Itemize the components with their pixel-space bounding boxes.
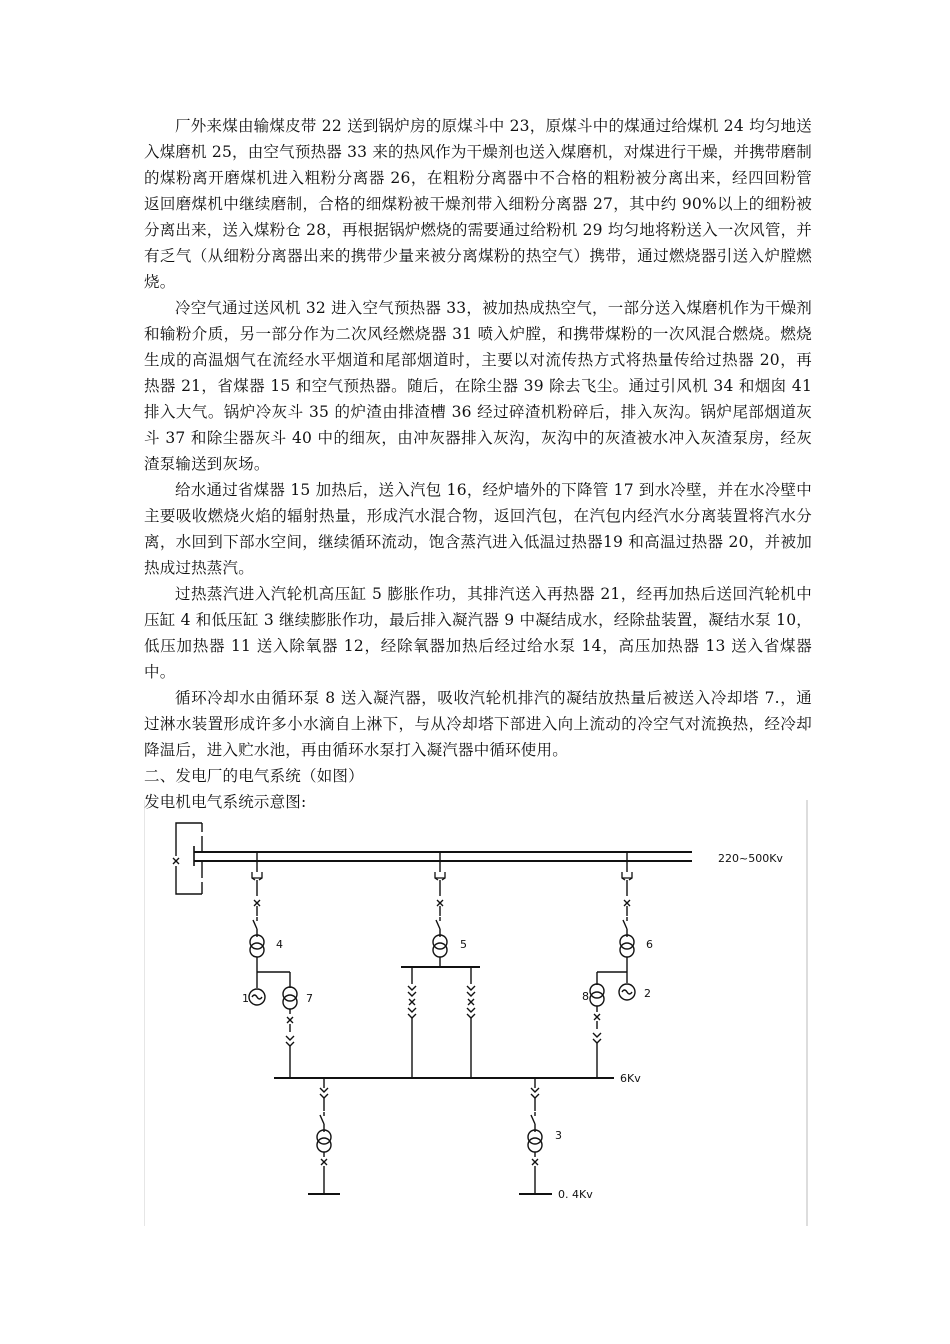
station-transformer-right [519,1078,552,1194]
label-transformer-7: 7 [306,992,313,1005]
electrical-system-diagram [144,796,808,1226]
lv-bus-label: 0. 4Kv [558,1188,593,1201]
hv-bus [194,846,692,866]
paragraph-cooling-water: 循环冷却水由循环泵 8 送入凝汽器，吸收汽轮机排汽的凝结放热量后被送入冷却塔 7.，通过淋水装置形成许多小水滴自上淋下，与从冷却塔下部进入向上流动的冷空气对流换热，经冷却降温后，进入贮水池，再由循环水泵打入凝汽器中循环使用。 [144,689,812,759]
label-generator-1: 1 [242,992,249,1005]
label-transformer-8: 8 [582,990,589,1003]
feeder-middle [401,852,480,1078]
paragraph-water-circulation: 给水通过省煤器 15 加热后，送入汽包 16，经炉墙外的下降管 17 到水冷壁，并在水冷壁中主要吸收燃烧火焰的辐射热量，形成汽水混合物，返回汽包，在汽包内经汽水分离装置将汽水分离，水回到下部水空间，继续循环流动，饱含蒸汽进入低温过热器19 和高温过热器 20，并被加热成过热蒸汽。 [144,481,812,577]
label-generator-2: 2 [644,987,651,1000]
paragraph-coal-system: 厂外来煤由输煤皮带 22 送到锅炉房的原煤斗中 23，原煤斗中的煤通过给煤机 24 均匀地送入煤磨机 25，由空气预热器 33 来的热风作为干燥剂也送入煤磨机，对煤进行干燥，并携带磨制的煤粉离开磨煤机进入粗粉分离器 26，在粗粉分离器中不合格的粗粉被分离出来，经四回粉管返回磨煤机中继续磨制，合格的细煤粉被干燥剂带入细粉分离器 27，其中约 90%以上的细粉被分离出来，送入煤粉仓 28，再根据锅炉燃烧的需要通过给粉机 29 均匀地将粉送入一次风管，并有乏气（从细粉分离器出来的携带少量来被分离煤粉的热空气）携带，通过燃烧器引送入炉膛燃烧。 [144,117,812,291]
body-text [144,113,812,815]
feeder-left [249,852,297,1078]
hv-bus-label: 220~500Kv [718,852,783,865]
label-transformer-6: 6 [646,938,653,951]
figure-caption: 发电机电气系统示意图: [144,793,307,811]
feeder-right [590,852,635,1078]
section-heading: 二、发电厂的电气系统（如图） [144,767,364,785]
label-transformer-3: 3 [555,1129,562,1142]
label-transformer-4: 4 [276,938,283,951]
label-transformer-5: 5 [460,938,467,951]
paragraph-air-flue-system: 冷空气通过送风机 32 进入空气预热器 33，被加热成热空气，一部分送入煤磨机作为干燥剂和输粉介质，另一部分作为二次风经燃烧器 31 喷入炉膛，和携带煤粉的一次风混合燃烧。燃烧生成的高温烟气在流经水平烟道和尾部烟道时，主要以对流传热方式将热量传给过热器 20，再热器 21，省煤器 15 和空气预热器。随后，在除尘器 39 除去飞尘。通过引风机 34 和烟囱 41 排入大气。锅炉冷灰斗 35 的炉渣由排渣槽 36 经过碎渣机粉碎后，排入灰沟。锅炉尾部烟道灰斗 37 和除尘器灰斗 40 中的细灰，由冲灰器排入灰沟，灰沟中的灰渣被水冲入灰渣泵房，经灰渣泵输送到灰场。 [144,299,812,473]
bus-coupler [173,823,202,894]
paragraph-steam-turbine: 过热蒸汽进入汽轮机高压缸 5 膨胀作功，其排汽送入再热器 21，经再加热后送回汽轮机中压缸 4 和低压缸 3 继续膨胀作功，最后排入凝汽器 9 中凝结成水，经除盐装置，凝结水泵 10，低压加热器 11 送入除氧器 12，经除氧器加热后经过给水泵 14，高压加热器 13 送入省煤器中。 [144,585,812,681]
station-transformer-left [308,1078,340,1194]
mv-bus-label: 6Kv [620,1072,641,1085]
diagram-svg [144,796,808,1226]
